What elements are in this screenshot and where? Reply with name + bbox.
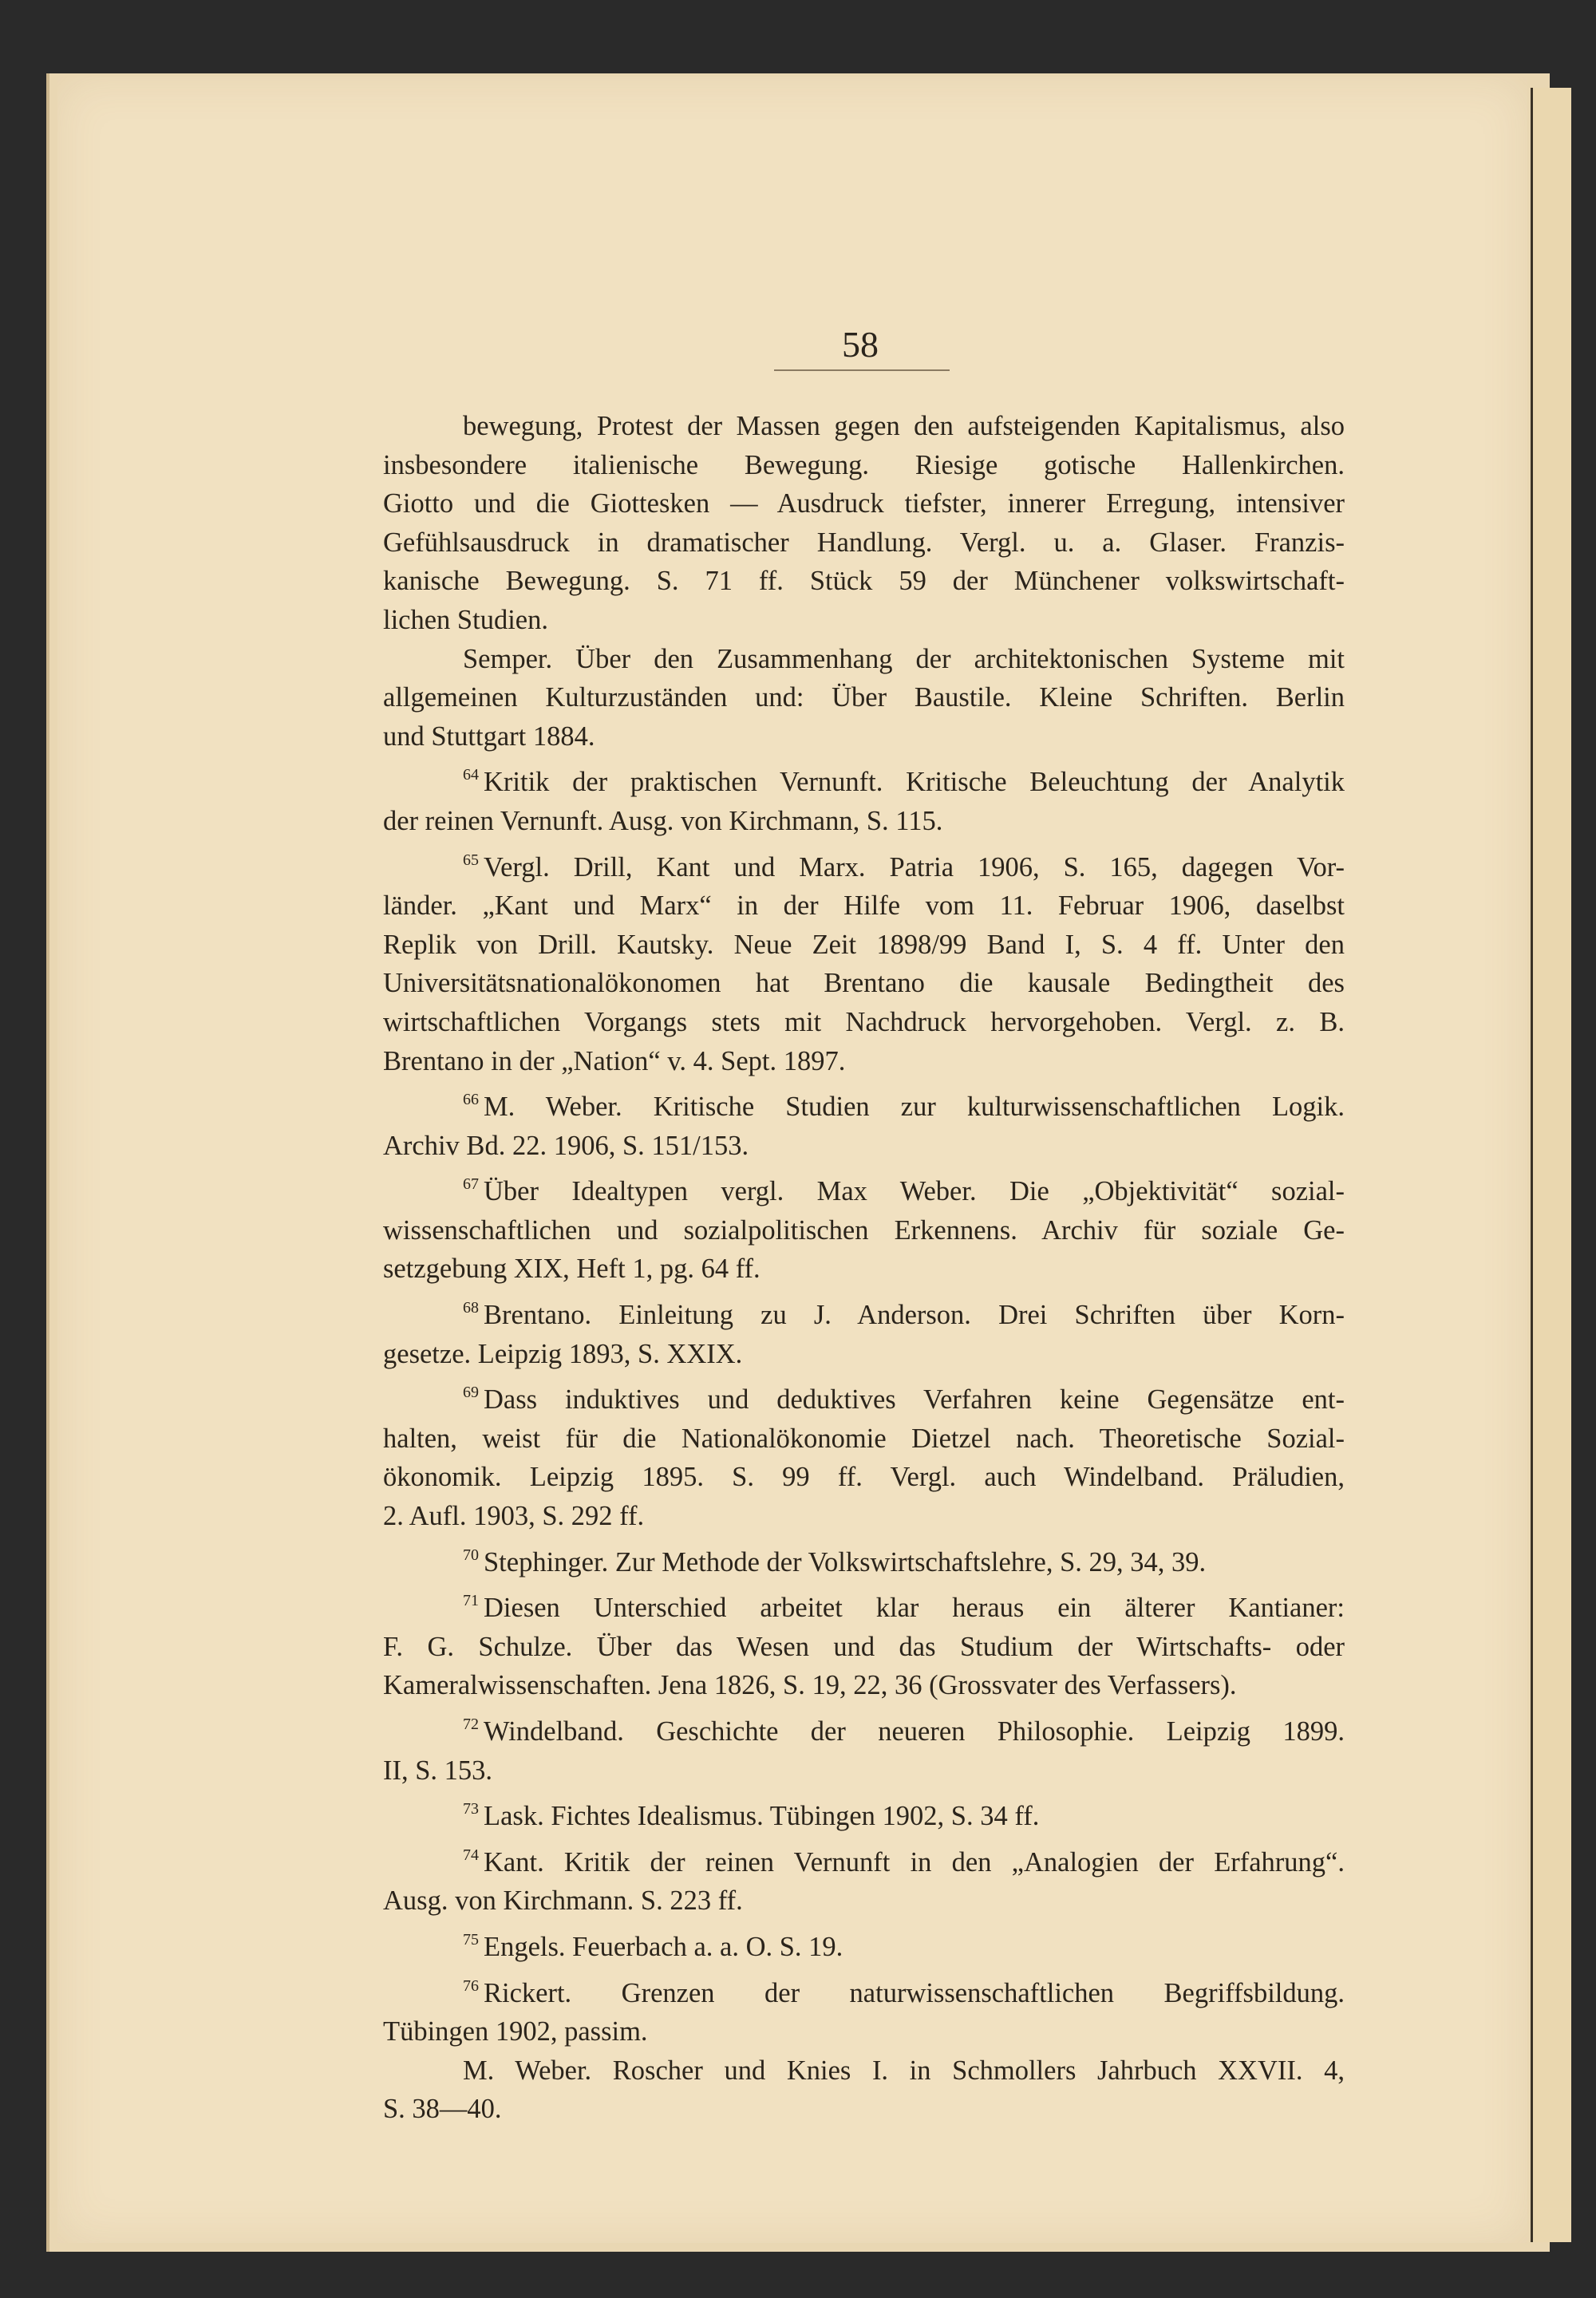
text-line bbox=[383, 1458, 1345, 1497]
line-text: der reinen Vernunft. Ausg. von Kirchmann, S. 115. bbox=[383, 805, 943, 836]
footnote-number: 72 bbox=[463, 1716, 479, 1733]
footnote-68 bbox=[383, 1289, 1345, 1373]
line-text: 2. Aufl. 1903, S. 292 ff. bbox=[383, 1501, 645, 1532]
line-text: Dass induktives und deduktives Verfahren keine Gegensätze ent- bbox=[484, 1384, 1345, 1416]
text-line bbox=[383, 523, 1345, 563]
line-text: Lask. Fichtes Idealismus. Tübingen 1902, S. 34 ff. bbox=[484, 1801, 1040, 1832]
footnote-70 bbox=[383, 1536, 1345, 1582]
footnote-number: 73 bbox=[463, 1800, 479, 1818]
text-line bbox=[383, 717, 1345, 756]
line-text: Kant. Kritik der reinen Vernunft in den „Analogien der Erfahrung“. bbox=[484, 1846, 1345, 1877]
page-body-text bbox=[383, 407, 1345, 2129]
footnote-number: 75 bbox=[463, 1930, 479, 1949]
footnote-67 bbox=[383, 1165, 1345, 1289]
line-text: Ausg. von Kirchmann. S. 223 ff. bbox=[383, 1885, 743, 1917]
line-text: ökonomik. Leipzig 1895. S. 99 ff. Vergl. auch Windelband. Präludien, bbox=[383, 1462, 1345, 1493]
page-number-rule bbox=[774, 369, 950, 371]
footnote-number: 70 bbox=[463, 1546, 479, 1564]
text-line bbox=[383, 1289, 1345, 1335]
footnote-64 bbox=[383, 756, 1345, 840]
line-text: lichen Studien. bbox=[383, 604, 548, 635]
text-line bbox=[383, 926, 1345, 965]
text-line bbox=[383, 841, 1345, 887]
line-text: kanische Bewegung. S. 71 ff. Stück 59 der Münchener volkswirtschaft- bbox=[383, 566, 1345, 597]
footnote-number: 65 bbox=[463, 851, 479, 869]
footnote-number: 66 bbox=[463, 1091, 479, 1109]
text-line bbox=[383, 1581, 1345, 1628]
text-line bbox=[383, 802, 1345, 841]
page-number: 58 bbox=[842, 324, 879, 365]
line-text: Über Idealtypen vergl. Max Weber. Die „Objektivität“ sozial- bbox=[484, 1176, 1345, 1207]
line-text: Universitätsnationalökonomen hat Brentano die kausale Bedingtheit des bbox=[383, 968, 1345, 999]
text-line bbox=[383, 407, 1345, 446]
line-text: Kritik der praktischen Vernunft. Kritische Beleuchtung der Analytik bbox=[484, 767, 1345, 798]
text-line bbox=[383, 446, 1345, 485]
line-text: setzgebung XIX, Heft 1, pg. 64 ff. bbox=[383, 1254, 760, 1285]
line-text: Stephinger. Zur Methode der Volkswirtschaftslehre, S. 29, 34, 39. bbox=[484, 1546, 1207, 1577]
text-line bbox=[383, 1127, 1345, 1166]
text-line bbox=[383, 1881, 1345, 1921]
line-text: Engels. Feuerbach a. a. O. S. 19. bbox=[484, 1931, 843, 1962]
footnote-75 bbox=[383, 1921, 1345, 1967]
line-text: bewegung, Protest der Massen gegen den aufsteigenden Kapitalismus, also bbox=[463, 411, 1345, 441]
line-text: Vergl. Drill, Kant und Marx. Patria 1906, S. 165, dagegen Vor- bbox=[484, 851, 1345, 882]
line-text: M. Weber. Kritische Studien zur kulturwissenschaftlichen Logik. bbox=[484, 1092, 1345, 1123]
line-text: S. 38—40. bbox=[383, 2094, 502, 2125]
line-text: M. Weber. Roscher und Knies I. in Schmollers Jahrbuch XXVII. 4, bbox=[463, 2055, 1345, 2086]
line-text: halten, weist für die Nationalökonomie Dietzel nach. Theoretische Sozial- bbox=[383, 1423, 1345, 1454]
footnote-76 bbox=[383, 1967, 1345, 2051]
facing-page-edge bbox=[1531, 88, 1571, 2242]
text-line bbox=[383, 1003, 1345, 1042]
text-line bbox=[383, 1042, 1345, 1081]
paragraph bbox=[383, 2051, 1345, 2129]
text-line bbox=[383, 678, 1345, 717]
footnote-65 bbox=[383, 841, 1345, 1081]
text-line bbox=[383, 1790, 1345, 1836]
line-text: Semper. Über den Zusammenhang der architektonischen Systeme mit bbox=[463, 643, 1345, 674]
line-text: Tübingen 1902, passim. bbox=[383, 2016, 648, 2047]
footnote-73 bbox=[383, 1790, 1345, 1836]
line-text: F. G. Schulze. Über das Wesen und das Studium der Wirtschafts- oder bbox=[383, 1631, 1345, 1662]
footnote-number: 64 bbox=[463, 766, 479, 784]
line-text: gesetze. Leipzig 1893, S. XXIX. bbox=[383, 1338, 743, 1369]
footnote-71 bbox=[383, 1581, 1345, 1705]
line-text: Diesen Unterschied arbeitet klar heraus ein älterer Kantianer: bbox=[484, 1593, 1345, 1624]
footnote-number: 69 bbox=[463, 1384, 479, 1402]
text-line bbox=[383, 1536, 1345, 1582]
line-text: Brentano in der „Nation“ v. 4. Sept. 1897. bbox=[383, 1045, 846, 1076]
line-text: wirtschaftlichen Vorgangs stets mit Nachdruck hervorgehoben. Vergl. z. B. bbox=[383, 1006, 1345, 1037]
text-line bbox=[383, 1497, 1345, 1536]
text-line bbox=[383, 1165, 1345, 1211]
text-line bbox=[383, 1335, 1345, 1374]
text-line bbox=[383, 1666, 1345, 1705]
text-line bbox=[383, 1705, 1345, 1751]
text-line bbox=[383, 756, 1345, 802]
line-text: Replik von Drill. Kautsky. Neue Zeit 1898/99 Band I, S. 4 ff. Unter den bbox=[383, 929, 1345, 960]
footnote-72 bbox=[383, 1705, 1345, 1790]
line-text: II, S. 153. bbox=[383, 1755, 493, 1786]
text-line bbox=[383, 1921, 1345, 1967]
text-line bbox=[383, 1211, 1345, 1250]
paragraph bbox=[383, 640, 1345, 756]
paragraph bbox=[383, 407, 1345, 640]
text-line bbox=[383, 1967, 1345, 2013]
line-text: und Stuttgart 1884. bbox=[383, 721, 595, 752]
text-line bbox=[383, 601, 1345, 640]
line-text: Brentano. Einleitung zu J. Anderson. Drei Schriften über Korn- bbox=[484, 1300, 1345, 1331]
line-text: länder. „Kant und Marx“ in der Hilfe vom 11. Februar 1906, daselbst bbox=[383, 890, 1345, 922]
text-line bbox=[383, 886, 1345, 926]
line-text: allgemeinen Kulturzuständen und: Über Baustile. Kleine Schriften. Berlin bbox=[383, 682, 1345, 713]
footnote-66 bbox=[383, 1080, 1345, 1165]
footnote-number: 68 bbox=[463, 1299, 479, 1317]
line-text: Giotto und die Giottesken — Ausdruck tiefster, innerer Erregung, intensiver bbox=[383, 488, 1345, 519]
text-line bbox=[383, 1250, 1345, 1289]
text-line bbox=[383, 1373, 1345, 1419]
line-text: Gefühlsausdruck in dramatischer Handlung. Vergl. u. a. Glaser. Franzis- bbox=[383, 527, 1345, 558]
line-text: Windelband. Geschichte der neueren Philosophie. Leipzig 1899. bbox=[484, 1716, 1345, 1747]
text-line bbox=[383, 964, 1345, 1003]
text-line bbox=[383, 2051, 1345, 2091]
text-line bbox=[383, 2090, 1345, 2129]
text-line bbox=[383, 484, 1345, 523]
footnote-74 bbox=[383, 1836, 1345, 1921]
line-text: Archiv Bd. 22. 1906, S. 151/153. bbox=[383, 1130, 749, 1161]
line-text: Rickert. Grenzen der naturwissenschaftlichen Begriffsbildung. bbox=[484, 1977, 1345, 2008]
line-text: wissenschaftlichen und sozialpolitischen Erkennens. Archiv für soziale Ge- bbox=[383, 1214, 1345, 1246]
text-line bbox=[383, 1080, 1345, 1127]
footnote-number: 67 bbox=[463, 1175, 479, 1194]
line-text: insbesondere italienische Bewegung. Riesige gotische Hallenkirchen. bbox=[383, 449, 1345, 480]
text-line bbox=[383, 2012, 1345, 2051]
text-line bbox=[383, 1836, 1345, 1882]
footnote-number: 76 bbox=[463, 1976, 479, 1995]
text-line bbox=[383, 1419, 1345, 1459]
text-line bbox=[383, 640, 1345, 679]
footnote-number: 74 bbox=[463, 1846, 479, 1864]
line-text: Kameralwissenschaften. Jena 1826, S. 19, 22, 36 (Grossvater des Verfassers). bbox=[383, 1670, 1237, 1701]
footnote-69 bbox=[383, 1373, 1345, 1535]
footnote-number: 71 bbox=[463, 1592, 479, 1610]
text-line bbox=[383, 1751, 1345, 1791]
text-line bbox=[383, 1628, 1345, 1667]
text-line bbox=[383, 562, 1345, 601]
